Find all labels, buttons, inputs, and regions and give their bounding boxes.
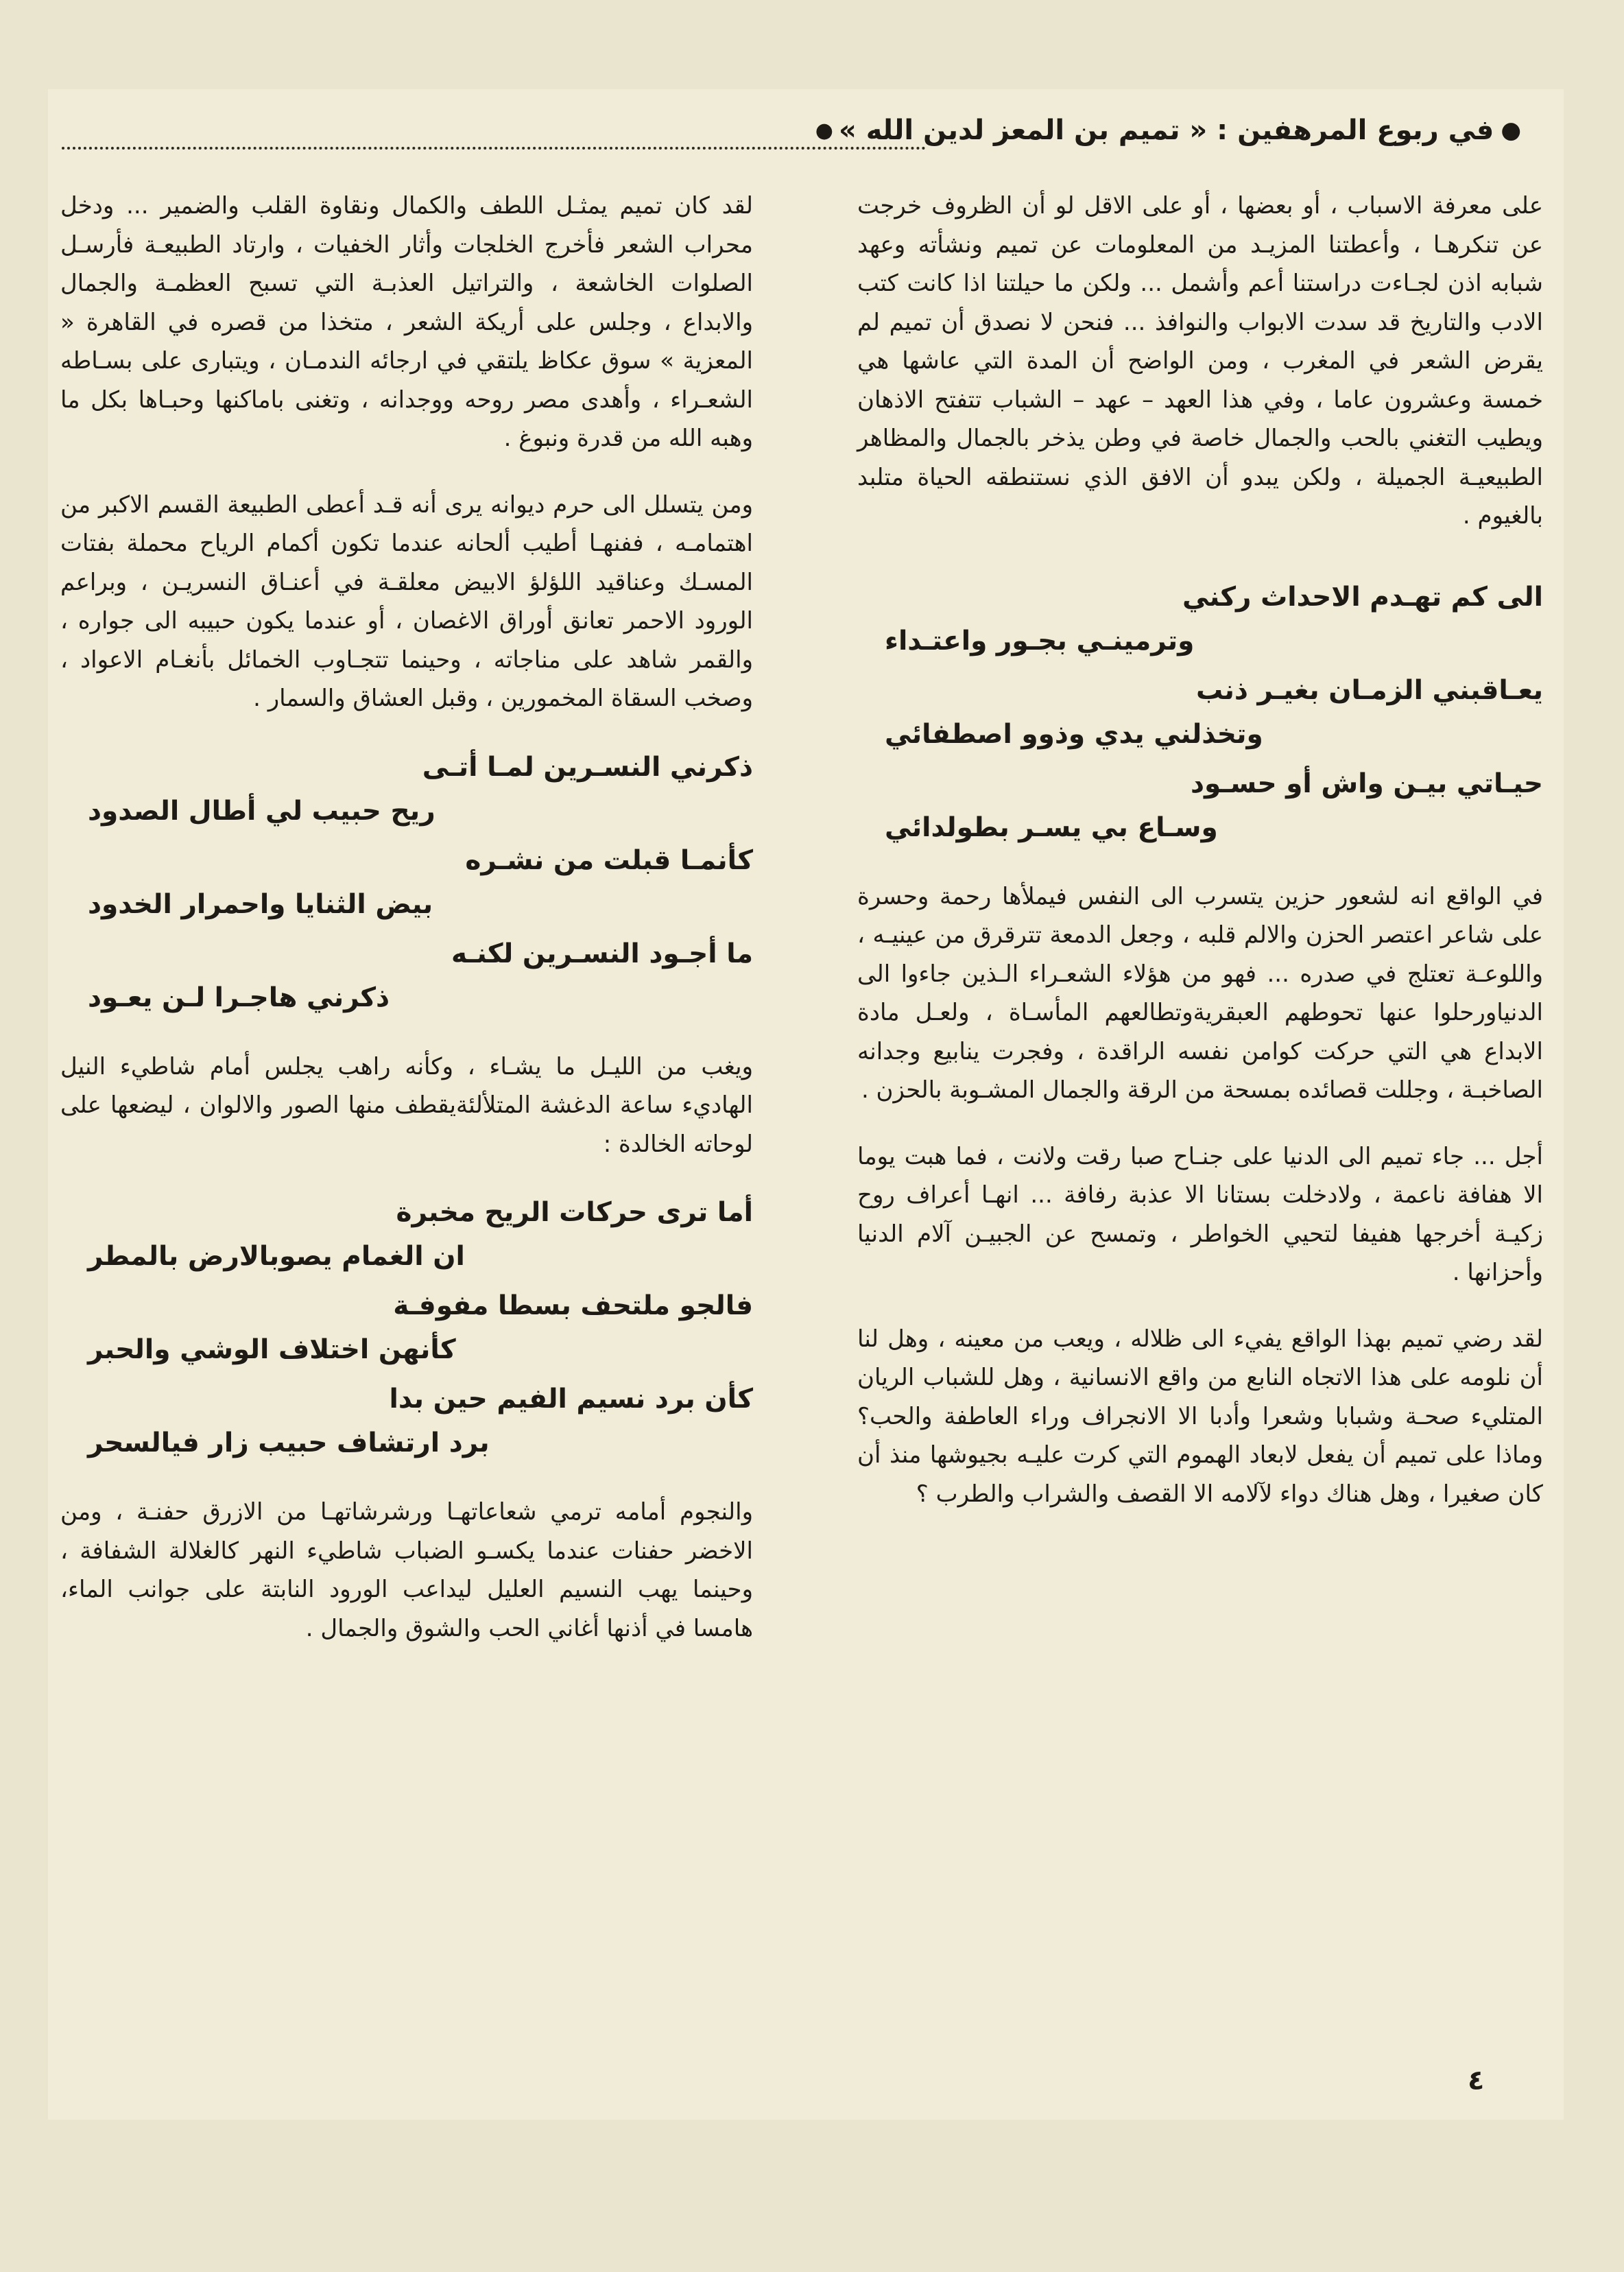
- left-column: [60, 187, 753, 1648]
- verse-line: ان الغمام يصوبالارض بالمطر: [88, 1241, 465, 1272]
- bullet-icon: ●: [1501, 117, 1521, 144]
- verse-line: برد ارتشاف حبيب زار فيالسحر: [88, 1428, 490, 1458]
- verse-line: يعـاقبني الزمـان بغيـر ذنب: [1196, 674, 1543, 706]
- dotted-rule: [62, 147, 926, 150]
- verse-line: كأن برد نسيم الفيم حين بدا: [389, 1384, 753, 1415]
- verse-line: وترمينـي بجـور واعتـداء: [885, 625, 1195, 656]
- paragraph: ويغب من الليـل ما يشـاء ، وكأنه راهب يجلس أمام شاطيء النيل الهاديء ساعة الدغشة المتلألئةيقطف منها الصور والالوان ، ليضعها على لوحاته الخالدة :: [60, 1052, 753, 1158]
- paragraph: لقد كان تميم يمثـل اللطف والكمال ونقاوة القلب والضمير ... ودخل محراب الشعر فأخرج الخلجات وأثار الخفيات ، وارتاد الطبيعـة فأرسـل الصلوات الخاشعة ، والتراتيل العذبـة التي تسبح العظمـة والجمال والابداع ، وجلس على أريكة الشعر ، متخذا من قصره في القاهرة « المعزية » سوق عكاظ يلتقي في ارجائه الندمـان ، ويتبارى على بسـاطه الشعـراء ، وأهدى مصر روحه ووجدانه ، وتغنى باماكنها وحبـاها بكل ما وهبه الله من قدرة ونبوغ .: [60, 192, 753, 452]
- verse-line: أما ترى حركات الريح مخبرة: [396, 1197, 753, 1228]
- paragraph: ومن يتسلل الى حرم ديوانه يرى أنه قـد أعطى الطبيعة القسم الاكبر من اهتمامـه ، ففنهـا أطيب ألحانه عندما تكون أكمام الرياح محملة بفتات المسـك وعناقيد اللؤلؤ الابيض معلقـة في أعنـاق النسريـن ، وبراعم الورود الاحمر تعانق أوراق الاغصان ، أو عندما يكون حبيبه الى جواره ، والقمر شاهد على مناجاته ، وحينما تتجـاوب الخمائل بأنغـام الاعواد ، وصخب السقاة المخمورين ، وقبل العشاق والسمار .: [60, 490, 753, 712]
- verse-line: الى كم تهـدم الاحداث ركني: [1182, 581, 1543, 613]
- running-header: [62, 110, 1521, 151]
- right-column: [857, 187, 1543, 1513]
- paragraph: في الواقع انه لشعور حزين يتسرب الى النفس فيملأها رحمة وحسرة على شاعر اعتصر الحزن والالم قلبه ، وجعل الدمعة تترقرق من عينيـه ، واللوعـة تعتلج في صدره ... فهو من هؤلاء الشعـراء الـذين جاءوا الى الدنياورحلوا عنها تحوطهم العبقريةوتطالعهم المأسـاة ، ولعـل مادة الابداع هي التي حركت كوامن نفسه الراقدة ، وفجرت ينابيع وجدانه الصاخبـة ، وجللت قصائده بمسحة من الرقة والجمال المشـوبة بالحزن .: [857, 882, 1543, 1104]
- verse-line: كأنمـا قبلت من نشـره: [465, 844, 753, 876]
- poem: [60, 746, 753, 1020]
- verse-line: ريح حبيب لي أطال الصدود: [88, 795, 435, 827]
- verse-line: وتخذلني يدي وذوو اصطفائي: [885, 718, 1263, 750]
- verse-line: حيـاتي بيـن واش أو حسـود: [1190, 768, 1543, 799]
- page-title: في ربوع المرهفين : « تميم بن المعز لدين الله »: [838, 115, 1494, 146]
- page-number: ٤: [1468, 2065, 1485, 2096]
- verse-line: وسـاع بي يسـر بطولدائي: [885, 812, 1218, 843]
- poem: [60, 1191, 753, 1465]
- verse-line: ما أجـود النسـرين لكنـه: [451, 938, 753, 969]
- verse-line: كأنهن اختلاف الوشي والحبر: [88, 1334, 456, 1365]
- verse-line: بيض الثنايا واحمرار الخدود: [88, 888, 433, 920]
- paragraph: لقد رضي تميم بهذا الواقع يفيء الى ظلاله ، ويعب من معينه ، وهل لنا أن نلومه على هذا الاتجاه النابع من واقع الانسانية ، وهل للشباب الريان المتليء صحـة وشبابا وشعرا وأدبا الا الانجراف وراء العاطفة والحب؟ وماذا على تميم أن يفعل لابعاد الهموم التي كرت عليـه بجيوشها منذ أن كان صغيرا ، وهل هناك دواء لآلامه الا القصف والشراب والطرب ؟: [857, 1325, 1543, 1508]
- poem: [857, 576, 1543, 850]
- paragraph: على معرفة الاسباب ، أو بعضها ، أو على الاقل لو أن الظروف خرجت عن تنكرهـا ، وأعطتنا المزيـد من المعلومات عن تميم ونشأته وعهد شبابه اذن لجـاءت دراستنا أعم وأشمل ... ولكن ما حيلتنا اذا كانت كتب الادب والتاريخ قد سدت الابواب والنوافذ ... فنحن لا نصدق أن تميم لم يقرض الشعر في المغرب ، ومن الواضح أن المدة التي عاشها هي خمسة وعشرون عاما ، وفي هذا العهد – عهد – الشباب تتفتح الاذهان ويطيب التغني بالحب والجمال خاصة في وطن يذخر بالجمال والمظاهر الطبيعيـة الجميلة ، ولكن يبدو أن الافق الذي نستنطقه الحياة متلبد بالغيوم .: [857, 192, 1543, 530]
- verse-line: فالجو ملتحف بسطا مفوفـة: [393, 1290, 753, 1321]
- paragraph: أجل ... جاء تميم الى الدنيا على جنـاح صبا رقت ولانت ، فما هبت يوما الا هفافة ناعمة ، ولادخلت بستانا الا عذبة رفافة ... انهـا أعراف روح زكيـة أخرجها هفيفا لتحيي الخواطر ، وتمسح عن الجبيـن آلام الدنيا وأحزانها .: [857, 1142, 1543, 1286]
- verse-line: ذكرني هاجـرا لـن يعـود: [88, 982, 390, 1013]
- paragraph: والنجوم أمامه ترمي شعاعاتهـا ورشرشاتهـا من الازرق حفنـة ، ومن الاخضر حفنات عندما يكسـو الضباب شاطيء النهر كالغلالة الشفافة ، وحينما يهب النسيم العليل ليداعب الورود النابتة على جوانب الماء، هامسا في أذنها أغاني الحب والشوق والجمال .: [60, 1498, 753, 1642]
- verse-line: ذكرني النسـرين لمـا أتـى: [422, 751, 753, 783]
- bullet-icon: ●: [815, 118, 833, 143]
